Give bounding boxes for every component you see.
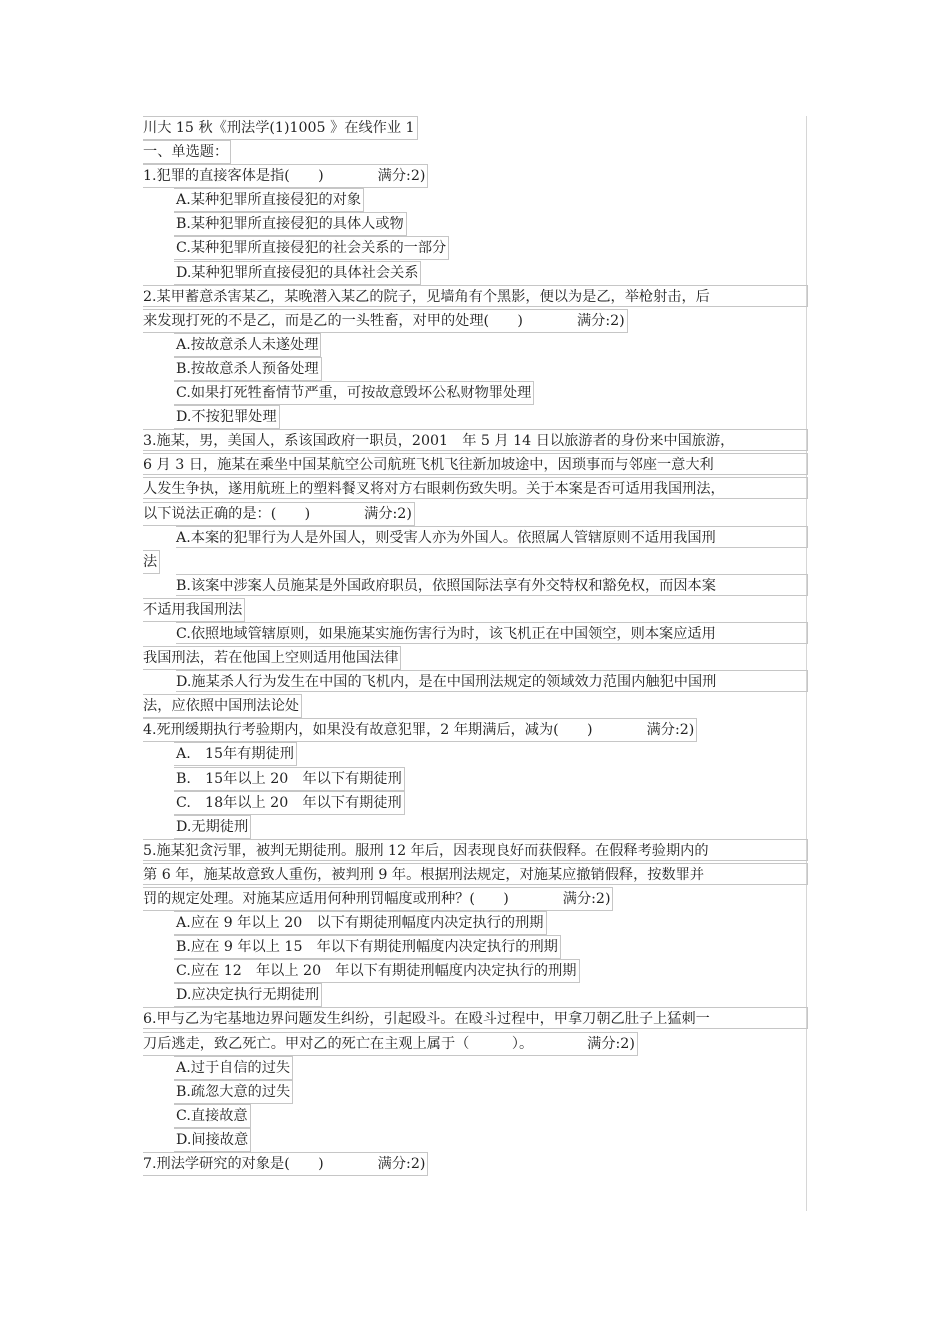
option-6c[interactable]: C.直接故意 (143, 1104, 808, 1128)
question-3-cont: 6 月 3 日，施某在乘坐中国某航空公司航班飞机飞往新加坡途中，因琐事而与邻座一意大利 (143, 453, 808, 477)
score-label: 满分:2) (364, 505, 412, 522)
score-label: 满分:2) (377, 168, 426, 185)
question-5: 5.施某犯贪污罪，被判无期徒刑。服刑 12 年后，因表现良好而获假释。在假释考验期内的 (143, 839, 808, 863)
option-1a[interactable]: A.某种犯罪所直接侵犯的对象 (143, 188, 808, 212)
question-3-cont: 人发生争执，遂用航班上的塑料餐叉将对方右眼刺伤致失明。关于本案是否可适用我国刑法， (143, 477, 808, 501)
question-2-cont: 来发现打死的不是乙，而是乙的一头牲畜，对甲的处理( ) 满分:2) (143, 309, 808, 333)
question-4: 4.死刑缓期执行考验期内，如果没有故意犯罪，2 年期满后，减为( ) 满分:2) (143, 718, 808, 742)
option-6b[interactable]: B.疏忽大意的过失 (143, 1080, 808, 1104)
option-1d[interactable]: D.某种犯罪所直接侵犯的具体社会关系 (143, 261, 808, 285)
option-1b[interactable]: B.某种犯罪所直接侵犯的具体人或物 (143, 212, 808, 236)
option-4c[interactable]: C. 18年以上 20 年以下有期徒刑 (143, 791, 808, 815)
question-1: 1.犯罪的直接客体是指( ) 满分:2) (143, 164, 808, 188)
option-6d[interactable]: D.间接故意 (143, 1128, 808, 1152)
option-3c[interactable]: C.依照地域管辖原则，如果施某实施伤害行为时，该飞机正在中国领空，则本案应适用 (143, 622, 808, 646)
question-6-cont: 刀后逃走，致乙死亡。甲对乙的死亡在主观上属于（ ）。 满分:2) (143, 1032, 808, 1056)
question-6: 6.甲与乙为宅基地边界问题发生纠纷，引起殴斗。在殴斗过程中，甲拿刀朝乙肚子上猛刺一 (143, 1007, 808, 1031)
option-5d[interactable]: D.应决定执行无期徒刑 (143, 983, 808, 1007)
option-2a[interactable]: A.按故意杀人未遂处理 (143, 333, 808, 357)
option-3a[interactable]: A.本案的犯罪行为人是外国人，则受害人亦为外国人。依照属人管辖原则不适用我国刑 (143, 526, 808, 550)
score-label: 满分:2) (576, 312, 625, 329)
score-label: 满分:2) (587, 1035, 635, 1052)
question-5-cont: 罚的规定处理。对施某应适用何种刑罚幅度或刑种？( ) 满分:2) (143, 887, 808, 911)
option-2d[interactable]: D.不按犯罪处理 (143, 405, 808, 429)
document-page (143, 116, 808, 1176)
option-2c[interactable]: C.如果打死牲畜情节严重，可按故意毁坏公私财物罪处理 (143, 381, 808, 405)
question-7: 7.刑法学研究的对象是( ) 满分:2) (143, 1152, 808, 1176)
option-5c[interactable]: C.应在 12 年以上 20 年以下有期徒刑幅度内决定执行的刑期 (143, 959, 808, 983)
option-4d[interactable]: D.无期徒刑 (143, 815, 808, 839)
option-3d[interactable]: D.施某杀人行为发生在中国的飞机内，是在中国刑法规定的领域效力范围内触犯中国刑 (143, 670, 808, 694)
score-label: 满分:2) (646, 722, 695, 739)
option-4a[interactable]: A. 15年有期徒刑 (143, 742, 808, 766)
option-3c-cont[interactable]: 我国刑法，若在他国上空则适用他国法律 (143, 646, 808, 670)
option-3b-cont[interactable]: 不适用我国刑法 (143, 598, 808, 622)
option-2b[interactable]: B.按故意杀人预备处理 (143, 357, 808, 381)
option-3d-cont[interactable]: 法，应依照中国刑法论处 (143, 694, 808, 718)
option-5a[interactable]: A.应在 9 年以上 20 以下有期徒刑幅度内决定执行的刑期 (143, 911, 808, 935)
option-4b[interactable]: B. 15年以上 20 年以下有期徒刑 (143, 767, 808, 791)
option-1c[interactable]: C.某种犯罪所直接侵犯的社会关系的一部分 (143, 236, 808, 260)
option-5b[interactable]: B.应在 9 年以上 15 年以下有期徒刑幅度内决定执行的刑期 (143, 935, 808, 959)
score-label: 满分:2) (377, 1156, 426, 1173)
option-3a-cont[interactable]: 法 (143, 550, 808, 574)
question-3: 3.施某，男，美国人，系该国政府一职员，2001 年 5 月 14 日以旅游者的身份来中国旅游， (143, 429, 808, 453)
option-3b[interactable]: B.该案中涉案人员施某是外国政府职员，依照国际法享有外交特权和豁免权，而因本案 (143, 574, 808, 598)
score-label: 满分:2) (562, 891, 611, 907)
section-heading: 一、单选题： (143, 140, 808, 164)
document-title: 川大 15 秋《刑法学(1)1005 》在线作业 1 (143, 116, 808, 140)
option-6a[interactable]: A.过于自信的过失 (143, 1056, 808, 1080)
question-5-cont: 第 6 年，施某故意致人重伤，被判刑 9 年。根据刑法规定，对施某应撤销假释，按数罪并 (143, 863, 808, 887)
question-3-cont: 以下说法正确的是：( ) 满分:2) (143, 502, 808, 526)
question-2: 2.某甲蓄意杀害某乙，某晚潜入某乙的院子，见墙角有个黑影，便以为是乙，举枪射击，后 (143, 285, 808, 309)
